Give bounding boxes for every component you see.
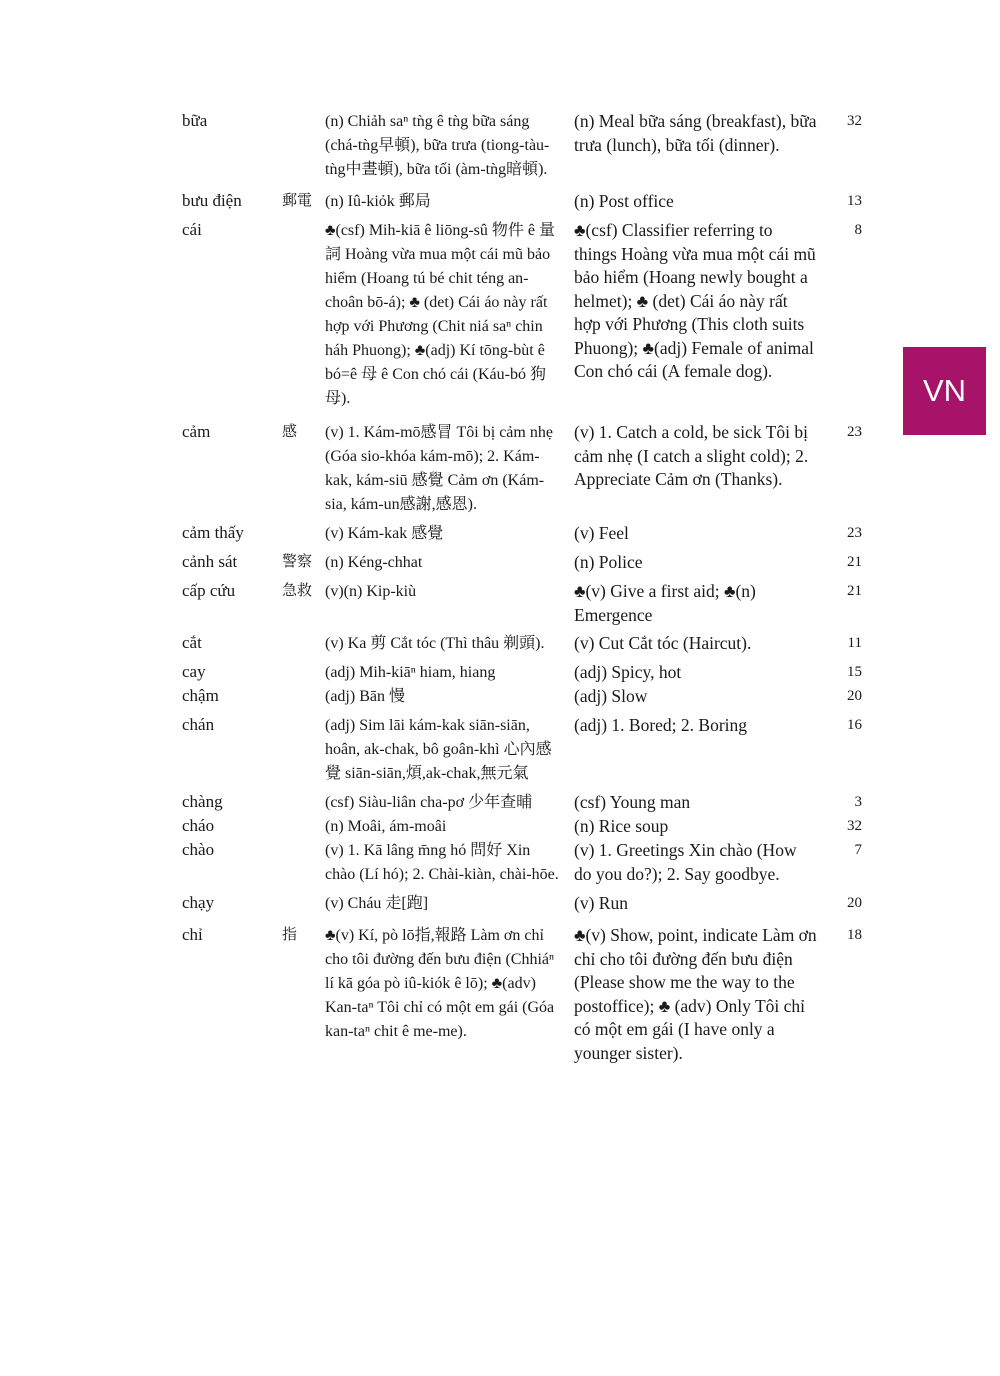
vietnamese-word: bưu điện — [182, 191, 242, 210]
vietnamese-word: bữa — [182, 111, 208, 130]
hanzi-word: 警察 — [282, 554, 313, 570]
lesson-number: 11 — [847, 635, 862, 651]
vietnamese-word: chạy — [182, 893, 215, 912]
taiwanese-definition: (n) Chiảh saⁿ tǹg ê tǹg bữa sáng (chá-tǹg早頓), bữa trưa (tiong-tàu-tǹg中晝頓), bữa tối (àm-tǹg暗頓). — [325, 113, 550, 178]
vietnamese-word: cảm thấy — [182, 523, 244, 542]
taiwanese-definition: (n) Moâi, ám-moâi — [325, 818, 447, 835]
english-definition: (csf) Young man — [574, 792, 691, 812]
english-definition: (v) 1. Catch a cold, be sick Tôi bị cảm nhẹ (I catch a slight cold); 2. Appreciate Cảm ơn (Thanks). — [574, 422, 809, 489]
glossary-entry — [182, 110, 862, 182]
lesson-number: 18 — [847, 927, 862, 943]
english-definition: ♣(v) Show, point, indicate Làm ơn chỉ cho tôi đường đến bưu điện (Please show me the way to the postoffice); ♣ (adv) Only Tôi chỉ có một em gái (I have only a younger sister). — [574, 925, 817, 1063]
lesson-number: 21 — [847, 554, 862, 570]
taiwanese-definition: (adj) Sim lāi kám-kak siān-siān, hoân, ak-chak, bô goân-khì 心內感覺 siān-siān,煩,ak-chak,無元氣 — [325, 717, 552, 782]
glossary-entry — [182, 791, 862, 815]
lesson-number: 20 — [847, 895, 862, 911]
vietnamese-word: cái — [182, 220, 202, 239]
lesson-number: 21 — [847, 583, 862, 599]
english-definition: ♣(csf) Classifier referring to things Hoàng vừa mua một cái mũ bảo hiểm (Hoang newly bought a helmet); ♣ (det) Cái áo này rất hợp với Phương (This cloth suits Phuong); ♣(adj) Female of animal Con chó cái (A female dog). — [574, 220, 816, 381]
hanzi-word: 感 — [282, 424, 298, 440]
taiwanese-definition: (adj) Mih-kiāⁿ hiam, hiang — [325, 664, 496, 681]
glossary-entry — [182, 924, 862, 1065]
english-definition: (v) Feel — [574, 523, 629, 543]
lesson-number: 16 — [847, 717, 862, 733]
taiwanese-definition: ♣(csf) Mih-kiā ê liōng-sû 物件 ê 量詞 Hoàng vừa mua một cái mũ bảo hiểm (Hoang tú bé chit téng an-choân bō-á); ♣ (det) Cái áo này rất hợp với Phương (Chit niá saⁿ chin háh Phuong); ♣(adj) Kí tōng-bùt ê bó=ê 母 ê Con chó cái (Káu-bó 狗母). — [325, 222, 556, 407]
vietnamese-word: cắt — [182, 633, 202, 652]
glossary-entry — [182, 815, 862, 839]
lesson-number: 32 — [847, 113, 862, 129]
hanzi-word: 指 — [282, 927, 298, 943]
section-tab-vn — [903, 347, 986, 435]
glossary-entry — [182, 219, 862, 411]
lesson-number: 23 — [847, 525, 862, 541]
lesson-number: 32 — [847, 818, 862, 834]
glossary-entry — [182, 839, 862, 887]
section-tab-label: VN — [922, 373, 967, 408]
vietnamese-word: chỉ — [182, 925, 203, 944]
english-definition: (n) Meal bữa sáng (breakfast), bữa trưa (lunch), bữa tối (dinner). — [574, 111, 817, 155]
english-definition: (n) Post office — [574, 191, 674, 211]
taiwanese-definition: (v) 1. Kā lâng m̄ng hó 問好 Xin chào (Lí hó); 2. Chài-kiàn, chài-hōe. — [325, 842, 559, 883]
taiwanese-definition: (n) Iû-kiỏk 郵局 — [325, 193, 431, 210]
taiwanese-definition: (v) 1. Kám-mō感冒 Tôi bị cảm nhẹ (Góa sio-khóa kám-mō); 2. Kám-kak, kám-siū 感覺 Cảm ơn (Kám-sia, kám-un感謝,感恩). — [325, 424, 553, 513]
vietnamese-word: cảm — [182, 422, 211, 441]
vietnamese-word: chào — [182, 840, 215, 859]
lesson-number: 8 — [854, 222, 862, 238]
glossary-entry — [182, 421, 862, 517]
taiwanese-definition: (v) Cháu 走[跑] — [325, 895, 429, 912]
taiwanese-definition: (v) Kám-kak 感覺 — [325, 525, 444, 542]
vietnamese-word: cay — [182, 662, 206, 681]
glossary-entry — [182, 190, 862, 214]
lesson-number: 7 — [854, 842, 862, 858]
english-definition: ♣(v) Give a first aid; ♣(n) Emergence — [574, 581, 756, 625]
glossary-entry — [182, 522, 862, 546]
english-definition: (adj) Slow — [574, 686, 648, 706]
vietnamese-word: chán — [182, 715, 215, 734]
taiwanese-definition: (n) Kéng-chhat — [325, 554, 423, 571]
hanzi-word: 急救 — [282, 583, 313, 599]
glossary-entry — [182, 685, 862, 709]
english-definition: (n) Rice soup — [574, 816, 669, 836]
glossary-entry — [182, 661, 862, 685]
lesson-number: 20 — [847, 688, 862, 704]
glossary-entry — [182, 632, 862, 656]
taiwanese-definition: ♣(v) Kí, pò lō指,報路 Làm ơn chỉ cho tôi đường đến bưu điện (Chhiáⁿ lí kā góa pò iû-kiók ê lō); ♣(adv) Kan-taⁿ Tôi chỉ có một em gái (Góa kan-taⁿ chit ê me-me). — [325, 927, 555, 1040]
vietnamese-word: cháo — [182, 816, 215, 835]
english-definition: (v) 1. Greetings Xin chào (How do you do?); 2. Say goodbye. — [574, 840, 797, 884]
english-definition: (adj) 1. Bored; 2. Boring — [574, 715, 748, 735]
vietnamese-word: chậm — [182, 686, 219, 705]
vietnamese-word: cảnh sát — [182, 552, 238, 571]
taiwanese-definition: (csf) Siàu-liân cha-pơ 少年查晡 — [325, 794, 533, 811]
vietnamese-word: cấp cứu — [182, 581, 236, 600]
lesson-number: 23 — [847, 424, 862, 440]
vietnamese-word: chàng — [182, 792, 223, 811]
english-definition: (n) Police — [574, 552, 643, 572]
taiwanese-definition: (adj) Bān 慢 — [325, 688, 405, 705]
lesson-number: 13 — [847, 193, 862, 209]
english-definition: (v) Run — [574, 893, 628, 913]
taiwanese-definition: (v)(n) Kip-kiù — [325, 583, 417, 600]
glossary-entry — [182, 892, 862, 916]
lesson-number: 15 — [847, 664, 862, 680]
glossary-entry — [182, 551, 862, 575]
taiwanese-definition: (v) Ka 剪 Cắt tóc (Thì thâu 剃頭). — [325, 635, 545, 652]
hanzi-word: 郵電 — [282, 193, 313, 209]
english-definition: (v) Cut Cắt tóc (Haircut). — [574, 633, 752, 653]
glossary-entry — [182, 714, 862, 786]
lesson-number: 3 — [854, 794, 862, 810]
english-definition: (adj) Spicy, hot — [574, 662, 682, 682]
glossary-entry — [182, 580, 862, 627]
glossary-list — [182, 110, 862, 1070]
